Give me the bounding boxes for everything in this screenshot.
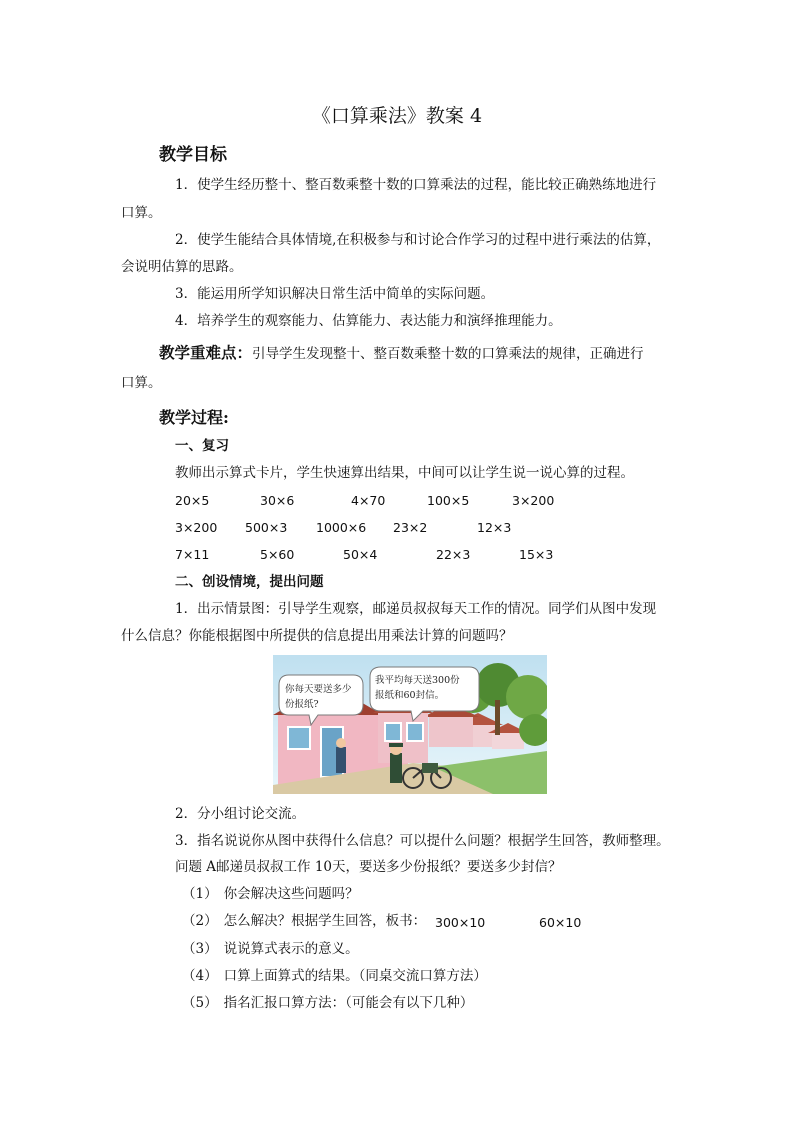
step-text: 说说算式表示的意义。 — [223, 941, 359, 957]
goal-2-line-2: 会说明估算的思路。 — [121, 259, 243, 275]
board-expr-1: 300×10 — [435, 915, 486, 930]
question-a: 问题 A邮递员叔叔工作 10天，要送多少份报纸？要送多少封信？ — [175, 859, 562, 875]
calc-item: 20×5 — [175, 493, 210, 508]
bubble-left-line-2: 份报纸? — [285, 699, 319, 710]
calc-item: 1000×6 — [316, 520, 367, 535]
scenario-heading: 二、创设情境，提出问题 — [175, 574, 324, 590]
goal-1-line-2: 口算。 — [121, 205, 162, 221]
step-number: （5） — [182, 995, 218, 1011]
step-1 — [182, 885, 359, 903]
scenario-p3: 3．指名说说你从图中获得什么信息？可以提什么问题？根据学生回答，教师整理。 — [175, 833, 670, 849]
calc-item: 3×200 — [175, 520, 218, 535]
goal-1-line-1: 1．使学生经历整十、整百数乘整十数的口算乘法的过程，能比较正确熟练地进行 — [175, 177, 657, 193]
step-text: 你会解决这些问题吗？ — [223, 886, 359, 902]
step-5 — [182, 994, 473, 1012]
calc-item: 30×6 — [260, 493, 295, 508]
calc-item: 12×3 — [477, 520, 512, 535]
process-heading: 教学过程: — [159, 408, 229, 427]
step-text: 指名汇报口算方法：（可能会有以下几种） — [223, 995, 474, 1011]
calc-item: 15×3 — [519, 547, 554, 562]
key-points-line-2: 口算。 — [121, 375, 162, 391]
review-heading: 一、复习 — [175, 438, 229, 454]
bubble-right-line-1: 我平均每天送300份 — [375, 675, 460, 686]
step-number: （4） — [182, 968, 218, 984]
step-2 — [182, 912, 426, 930]
calc-cards — [0, 493, 794, 563]
goal-3: 3．能运用所学知识解决日常生活中简单的实际问题。 — [175, 286, 495, 302]
step-4 — [182, 967, 487, 985]
board-expr-2: 60×10 — [539, 915, 582, 930]
calc-item: 500×3 — [245, 520, 288, 535]
review-text: 教师出示算式卡片，学生快速算出结果，中间可以让学生说一说心算的过程。 — [175, 465, 634, 481]
bubble-left-text — [285, 682, 352, 712]
step-number: （1） — [182, 886, 218, 902]
calc-item: 5×60 — [260, 547, 295, 562]
key-points-line-1: 引导学生发现整十、整百数乘整十数的口算乘法的规律，正确进行 — [252, 346, 644, 362]
step-number: （3） — [182, 941, 218, 957]
calc-item: 4×70 — [351, 493, 386, 508]
key-points-label: 教学重难点： — [159, 343, 253, 362]
step-3 — [182, 940, 359, 958]
scenario-p2: 2．分小组讨论交流。 — [175, 806, 306, 822]
scenario-p1-line-2: 什么信息？你能根据图中所提供的信息提出用乘法计算的问题吗？ — [121, 628, 513, 644]
calc-item: 23×2 — [393, 520, 428, 535]
page-title: 《口算乘法》教案 4 — [311, 105, 483, 127]
step-number: （2） — [182, 913, 218, 929]
calc-item: 50×4 — [343, 547, 378, 562]
calc-item: 3×200 — [512, 493, 555, 508]
calc-item: 100×5 — [427, 493, 470, 508]
scenario-p1-line-1: 1．出示情景图：引导学生观察，邮递员叔叔每天工作的情况。同学们从图中发现 — [175, 601, 657, 617]
goals-heading: 教学目标 — [159, 145, 227, 165]
postman-scene-image — [273, 655, 547, 794]
calc-item: 22×3 — [436, 547, 471, 562]
step-text: 怎么解决？根据学生回答，板书： — [223, 913, 427, 929]
calc-item: 7×11 — [175, 547, 210, 562]
goal-2-line-1: 2．使学生能结合具体情境,在积极参与和讨论合作学习的过程中进行乘法的估算， — [175, 232, 661, 248]
bubble-left-line-1: 你每天要送多少 — [285, 684, 352, 695]
bubble-right-line-2: 报纸和60封信。 — [375, 690, 445, 701]
step-text: 口算上面算式的结果。（同桌交流口算方法） — [223, 968, 487, 984]
goal-4: 4．培养学生的观察能力、估算能力、表达能力和演绎推理能力。 — [175, 313, 562, 329]
key-points — [159, 341, 644, 363]
bubble-right-text — [375, 673, 460, 703]
